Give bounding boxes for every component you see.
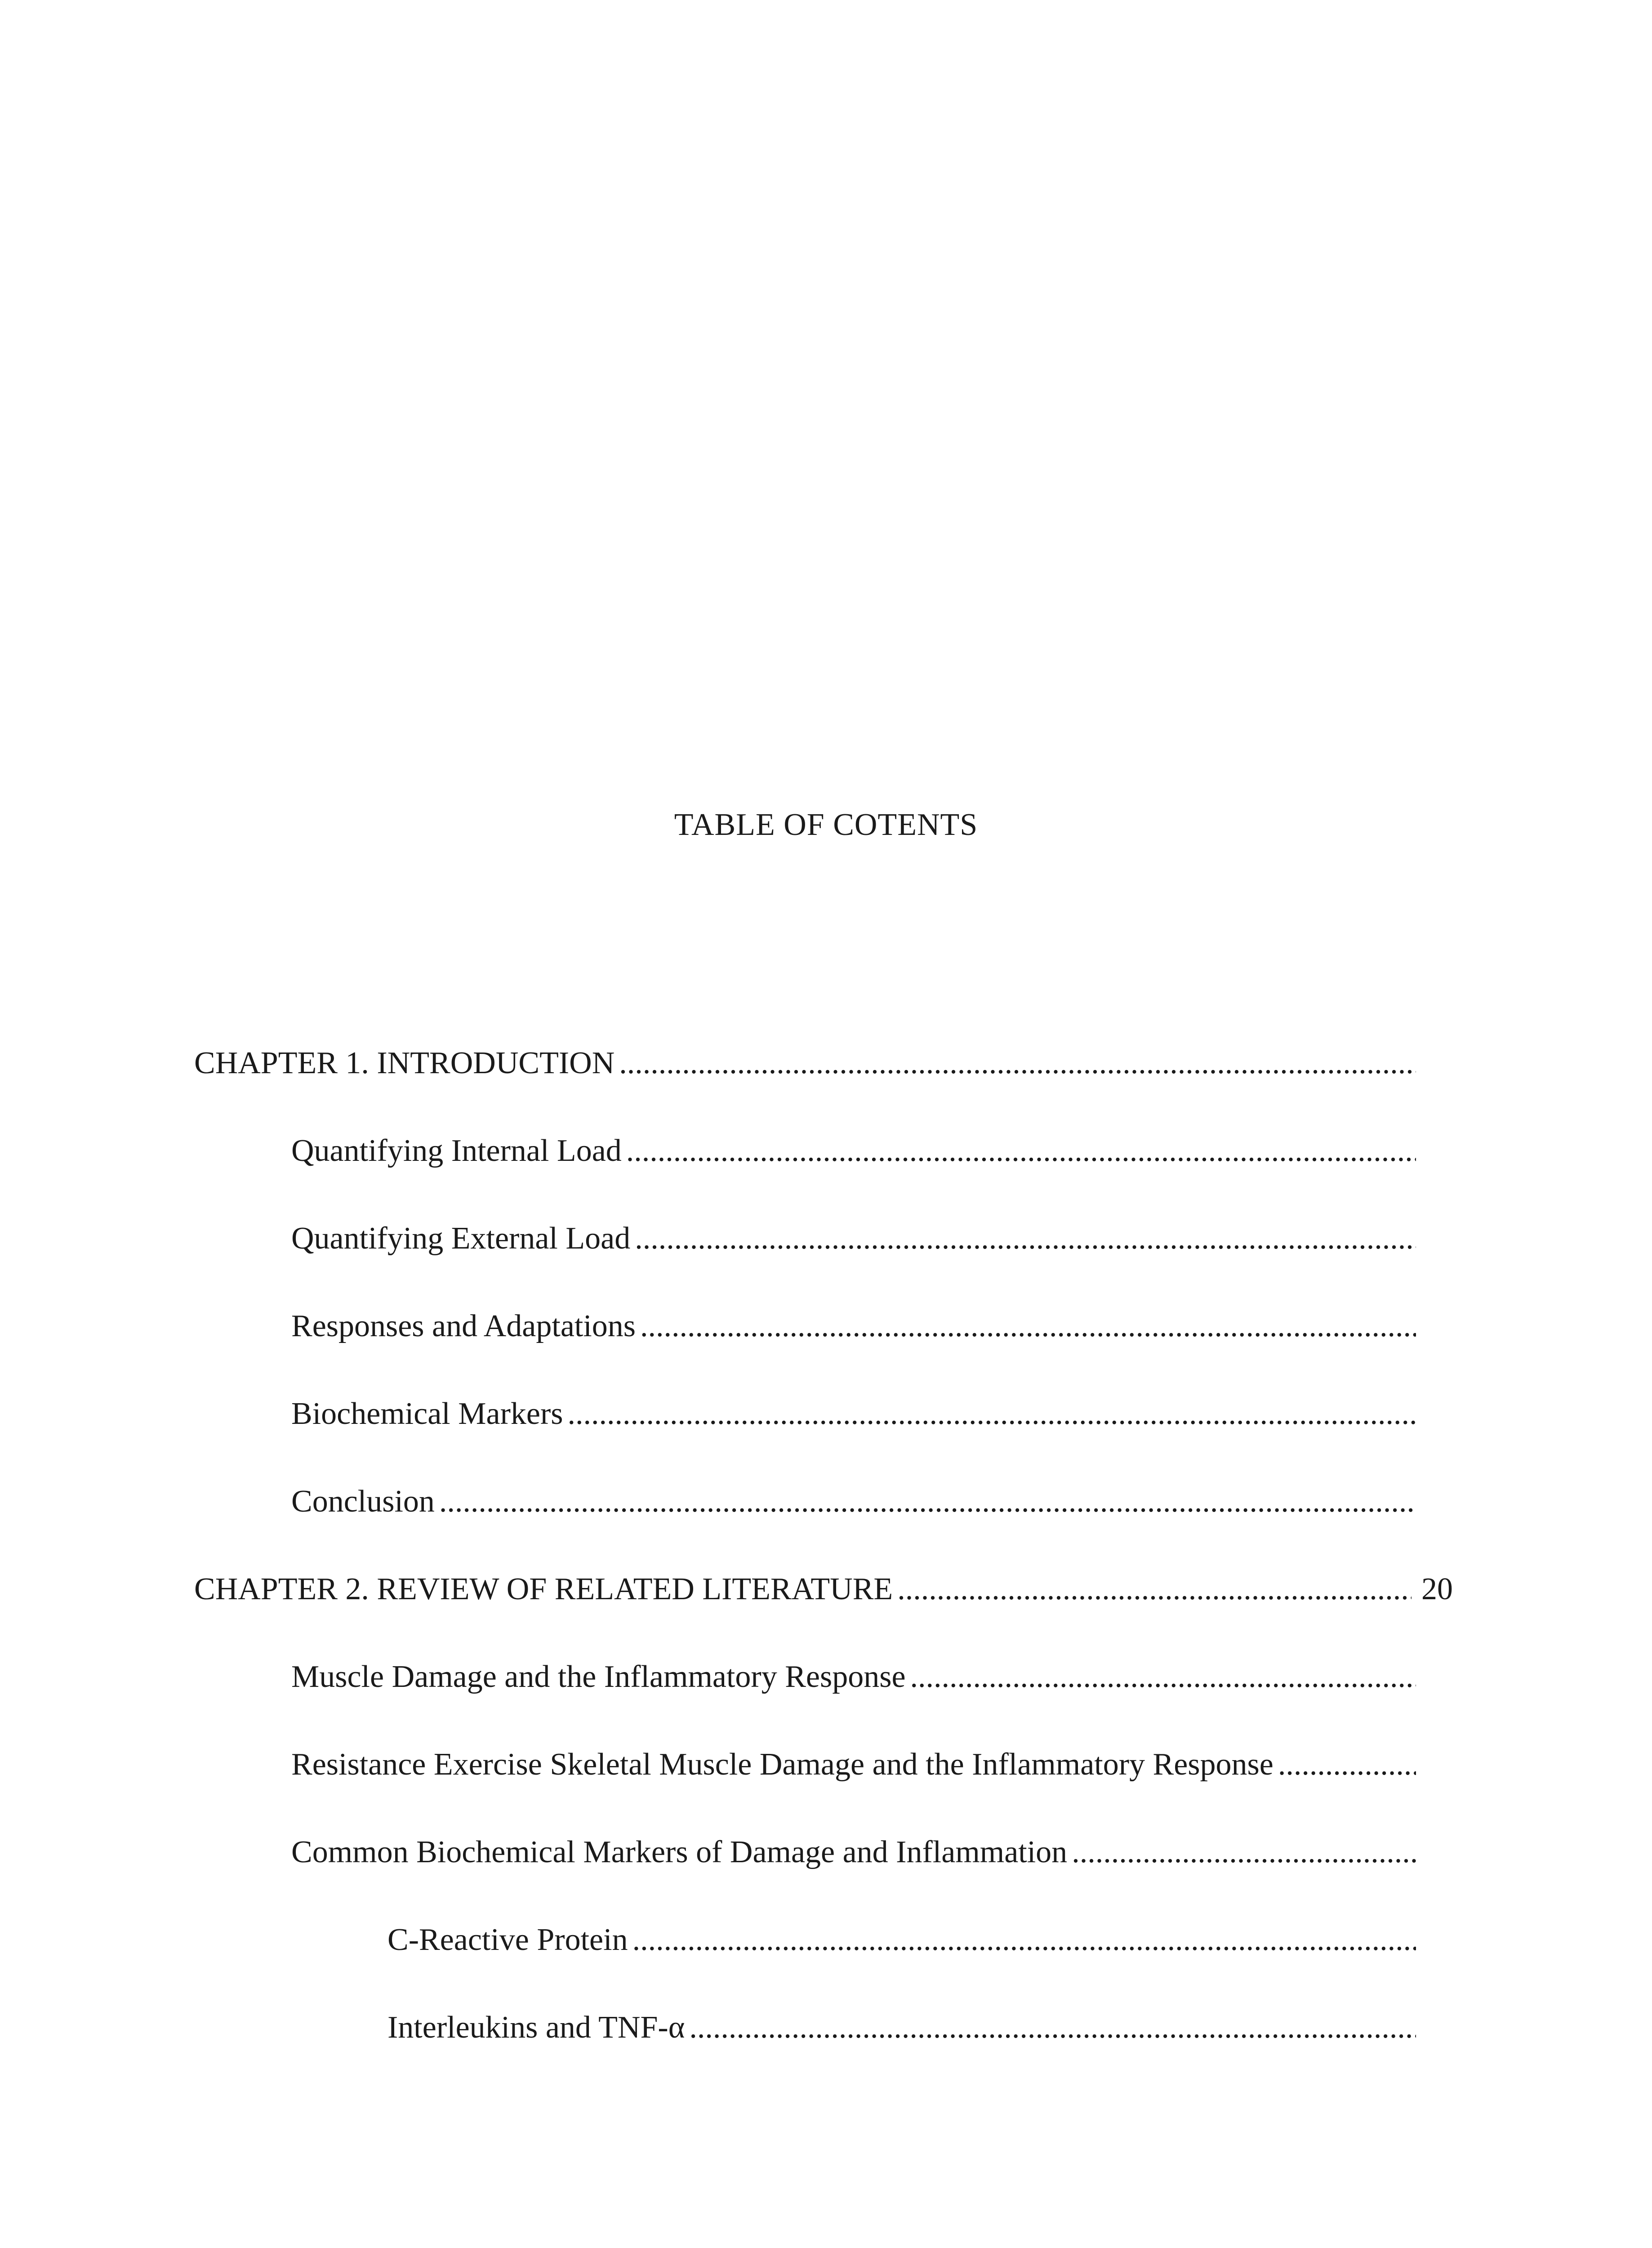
dot-leader — [689, 2007, 1416, 2048]
toc-entry-biochemical-markers — [291, 1394, 1416, 1434]
toc-entry-resistance-exercise — [291, 1744, 1416, 1785]
toc-entry-c-reactive-protein — [387, 1920, 1416, 1960]
toc-entry-muscle-damage — [291, 1657, 1416, 1697]
page-number: 20 — [1421, 1572, 1453, 1606]
dot-leader — [568, 1394, 1416, 1434]
dot-leader — [1072, 1832, 1416, 1873]
toc-entry-interleukins-tnf — [387, 2007, 1416, 2048]
toc-entry-label: Quantifying External Load — [291, 1221, 631, 1256]
toc-entry-label: Muscle Damage and the Inflammatory Response — [291, 1659, 906, 1694]
dot-leader — [439, 1481, 1416, 1522]
toc-entry-label: CHAPTER 2. REVIEW OF RELATED LITERATURE — [194, 1572, 893, 1606]
dot-leader — [635, 1218, 1416, 1259]
page-title: TABLE OF COTENTS — [674, 807, 978, 842]
toc-entry-conclusion — [291, 1481, 1416, 1522]
toc-entry-label: Quantifying Internal Load — [291, 1133, 622, 1168]
dot-leader — [626, 1131, 1416, 1171]
toc-entry-quantifying-internal-load — [291, 1131, 1416, 1171]
toc-entry-chapter-1 — [194, 1043, 1416, 1084]
dot-leader — [1278, 1744, 1416, 1785]
toc-entry-responses-and-adaptations — [291, 1306, 1416, 1347]
toc-entry-label: CHAPTER 1. INTRODUCTION — [194, 1046, 615, 1080]
dot-leader — [910, 1657, 1416, 1697]
toc-entry-label: Common Biochemical Markers of Damage and Inflammation — [291, 1835, 1068, 1869]
dot-leader — [632, 1920, 1416, 1960]
dot-leader — [897, 1569, 1412, 1610]
toc-entry-quantifying-external-load — [291, 1218, 1416, 1259]
dot-leader — [619, 1043, 1416, 1084]
toc-entry-label: Resistance Exercise Skeletal Muscle Damage and the Inflammatory Response — [291, 1747, 1274, 1782]
toc-entry-label: Biochemical Markers — [291, 1396, 563, 1431]
toc-entry-common-biochemical-markers — [291, 1832, 1416, 1873]
toc-entry-label: Conclusion — [291, 1484, 435, 1519]
toc-entry-label: Interleukins and TNF-α — [387, 2010, 685, 2045]
toc-entry-label: Responses and Adaptations — [291, 1309, 636, 1343]
dot-leader — [640, 1306, 1416, 1347]
toc-entry-label: C-Reactive Protein — [387, 1922, 628, 1957]
toc-entry-chapter-2 — [194, 1569, 1453, 1610]
